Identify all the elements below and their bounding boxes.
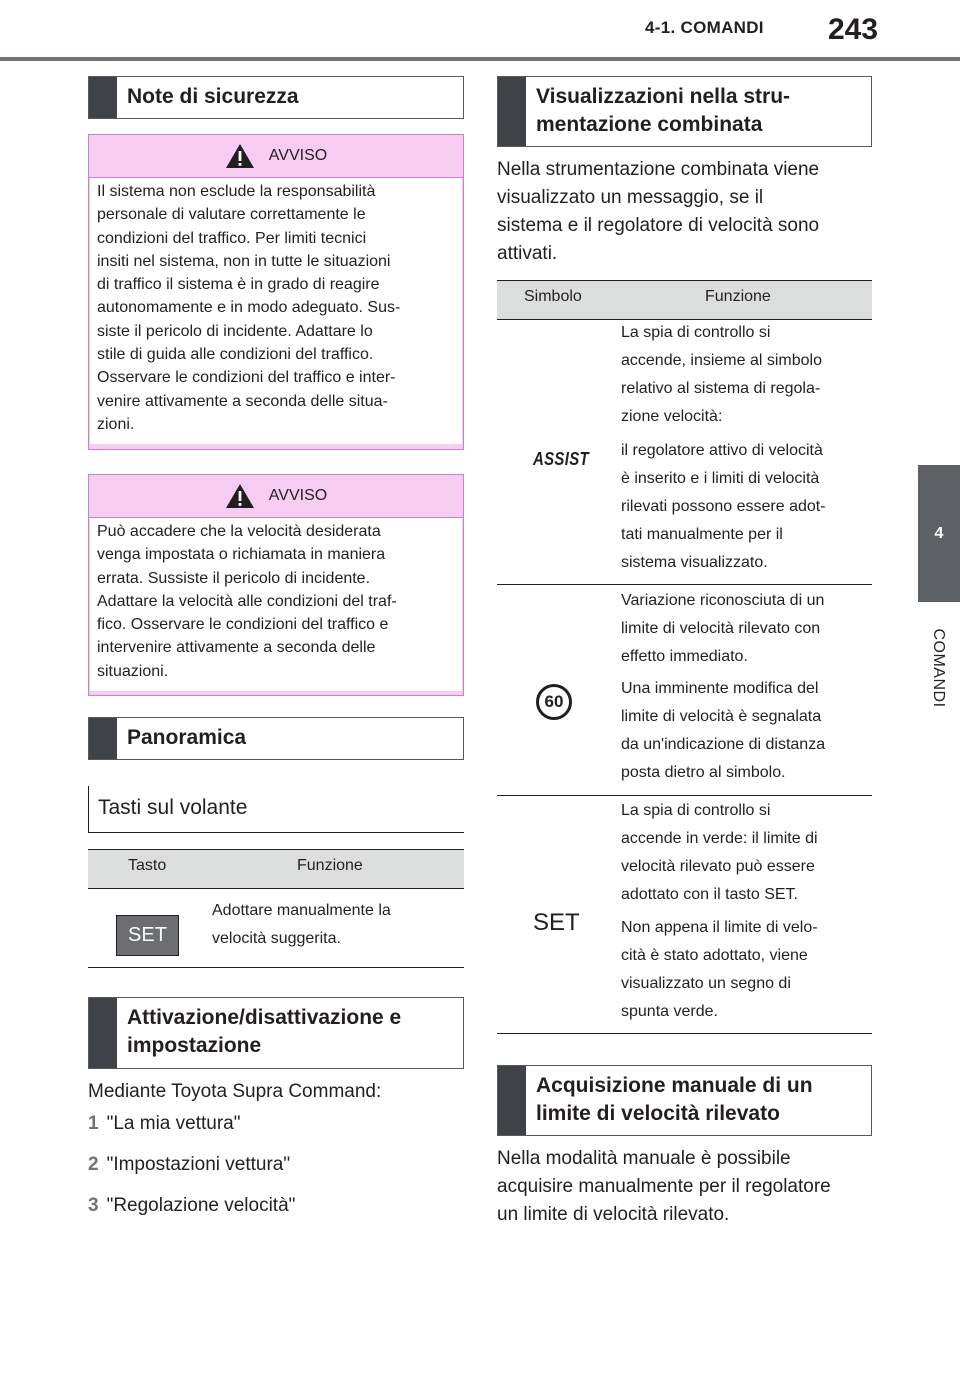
text-line: Variazione riconosciuta di un: [621, 592, 825, 609]
text-line: da un'indicazione di distanza: [621, 736, 826, 753]
text-line: Può accadere che la velocità desiderata: [97, 523, 381, 540]
text-line: effetto immediato.: [621, 648, 748, 665]
symbols-table-header: [497, 280, 872, 320]
activation-intro: Mediante Toyota Supra Command:: [88, 1081, 382, 1102]
col-header-function: Funzione: [705, 288, 771, 305]
display-intro: [497, 156, 819, 268]
symbols-table-cell: [621, 437, 826, 577]
step-item: [88, 1151, 290, 1179]
text-line: tati manualmente per il: [621, 526, 783, 543]
manual-acquisition-title: [497, 1065, 872, 1136]
text-line: Adottare manualmente la: [212, 902, 391, 919]
subheading-rule: [88, 786, 89, 833]
chapter-number: 4: [934, 524, 944, 542]
text-line: adottato con il tasto SET.: [621, 886, 798, 903]
step-item: [88, 1110, 240, 1138]
text-line: Non appena il limite di velo-: [621, 919, 818, 936]
subheading-underline: [88, 832, 464, 833]
speed-limit-sign-icon: 60: [536, 684, 572, 720]
text-line: siste il pericolo di incidente. Adattare lo: [97, 322, 373, 340]
symbols-table-cell: [621, 319, 822, 431]
table-rule: [497, 584, 872, 585]
safety-notes-title: Note di sicurezza: [88, 76, 464, 119]
text-line: Il sistema non esclude la responsabilità: [97, 183, 376, 200]
text-line: venire attivamente a seconda delle situa-: [97, 392, 388, 410]
step-text: "Regolazione velocità": [106, 1195, 296, 1216]
step-number: 2: [88, 1154, 99, 1175]
text-line: Acquisizione manuale di un: [536, 1074, 813, 1097]
text-line: situazioni.: [97, 662, 169, 680]
step-number: 3: [88, 1195, 99, 1216]
symbols-table-cell: [621, 797, 818, 909]
set-symbol-icon: SET: [533, 909, 580, 936]
warning-text: [90, 518, 462, 691]
text-line: rilevati possono essere adot-: [621, 498, 826, 515]
text-line: Adattare la velocità alle condizioni del traf-: [97, 592, 397, 610]
table-rule: [497, 795, 872, 796]
text-line: Una imminente modifica del: [621, 680, 819, 697]
text-line: attivati.: [497, 243, 558, 264]
step-number: 1: [88, 1113, 99, 1134]
text-line: errata. Sussiste il pericolo di incidente.: [97, 569, 371, 587]
text-line: venga impostata o richiamata in maniera: [97, 546, 386, 564]
text-line: mentazione combinata: [536, 113, 763, 136]
text-line: sistema e il regolatore di velocità sono: [497, 215, 820, 236]
text-line: zioni.: [97, 415, 135, 433]
text-line: visualizzato un segno di: [621, 975, 791, 992]
text-line: sistema visualizzato.: [621, 554, 768, 571]
set-key-icon: SET: [116, 915, 179, 956]
keys-table-header: [88, 849, 464, 889]
text-line: limite di velocità è segnalata: [621, 708, 822, 725]
subheading: Tasti sul volante: [98, 796, 248, 819]
activation-title: [88, 997, 464, 1069]
step-item: [88, 1192, 295, 1220]
text-line: velocità rilevato può essere: [621, 858, 815, 875]
text-line: impostazione: [127, 1034, 262, 1057]
text-line: accende, insieme al simbolo: [621, 352, 822, 369]
text-line: zione velocità:: [621, 408, 723, 425]
text-line: limite di velocità rilevato con: [621, 620, 821, 637]
text-line: è inserito e i limiti di velocità: [621, 470, 820, 487]
page-number: 243: [828, 13, 879, 46]
table-rule: [88, 967, 464, 968]
display-title: [497, 76, 872, 147]
text-line: insiti nel sistema, non in tutte le situazioni: [97, 252, 391, 270]
symbols-table-cell: [621, 675, 825, 787]
warning-label: AVVISO: [268, 147, 328, 164]
text-line: La spia di controllo si: [621, 324, 771, 341]
text-line: cità è stato adottato, viene: [621, 947, 808, 964]
text-line: accende in verde: il limite di: [621, 830, 818, 847]
overview-title: Panoramica: [88, 717, 464, 760]
symbols-table-cell: [621, 914, 818, 1026]
text-line: intervenire attivamente a seconda delle: [97, 639, 376, 657]
text-line: un limite di velocità rilevato.: [497, 1204, 730, 1225]
text-line: Osservare le condizioni del traffico e inter-: [97, 369, 396, 387]
keys-table-cell: [212, 897, 391, 953]
text-line: autonomamente e in modo adeguato. Sus-: [97, 299, 401, 317]
text-line: Nella strumentazione combinata viene: [497, 159, 820, 180]
warning-box-2: [88, 474, 464, 696]
text-line: condizioni del traffico. Per limiti tecnici: [97, 229, 367, 247]
text-line: stile di guida alle condizioni del traffico.: [97, 346, 374, 364]
text-line: visualizzato un messaggio, se il: [497, 187, 764, 208]
warning-box-1: [88, 134, 464, 450]
text-line: personale di valutare correttamente le: [97, 206, 366, 224]
warning-text: [90, 178, 462, 444]
warning-label: AVVISO: [268, 487, 328, 504]
header-rule: [0, 57, 960, 61]
symbols-table-cell: [621, 587, 824, 671]
col-header-symbol: Simbolo: [524, 288, 582, 305]
step-text: "Impostazioni vettura": [106, 1154, 291, 1175]
col-header-key: Tasto: [128, 857, 167, 874]
text-line: relativo al sistema di regola-: [621, 380, 821, 397]
text-line: Nella modalità manuale è possibile: [497, 1148, 791, 1169]
chapter-label: COMANDI: [930, 628, 947, 708]
text-line: fico. Osservare le condizioni del traffico e: [97, 616, 389, 634]
chapter-tab: [918, 465, 960, 602]
table-rule: [497, 1033, 872, 1034]
text-line: spunta verde.: [621, 1003, 718, 1020]
text-line: posta dietro al simbolo.: [621, 764, 786, 781]
text-line: Visualizzazioni nella stru-: [536, 85, 791, 108]
col-header-function: Funzione: [297, 857, 363, 874]
text-line: limite di velocità rilevato: [536, 1102, 780, 1125]
warning-triangle-icon: [225, 483, 255, 509]
text-line: acquisire manualmente per il regolatore: [497, 1176, 831, 1197]
text-line: di traffico il sistema è in grado di reagire: [97, 276, 380, 294]
text-line: Attivazione/disattivazione e: [127, 1006, 402, 1029]
text-line: velocità suggerita.: [212, 930, 341, 947]
section-header: 4-1. COMANDI: [645, 18, 764, 37]
text-line: il regolatore attivo di velocità: [621, 442, 823, 459]
manual-acquisition-text: [497, 1145, 831, 1229]
warning-triangle-icon: [225, 143, 255, 169]
text-line: La spia di controllo si: [621, 802, 771, 819]
step-text: "La mia vettura": [106, 1113, 241, 1134]
assist-symbol-icon: ASSIST: [533, 449, 589, 470]
